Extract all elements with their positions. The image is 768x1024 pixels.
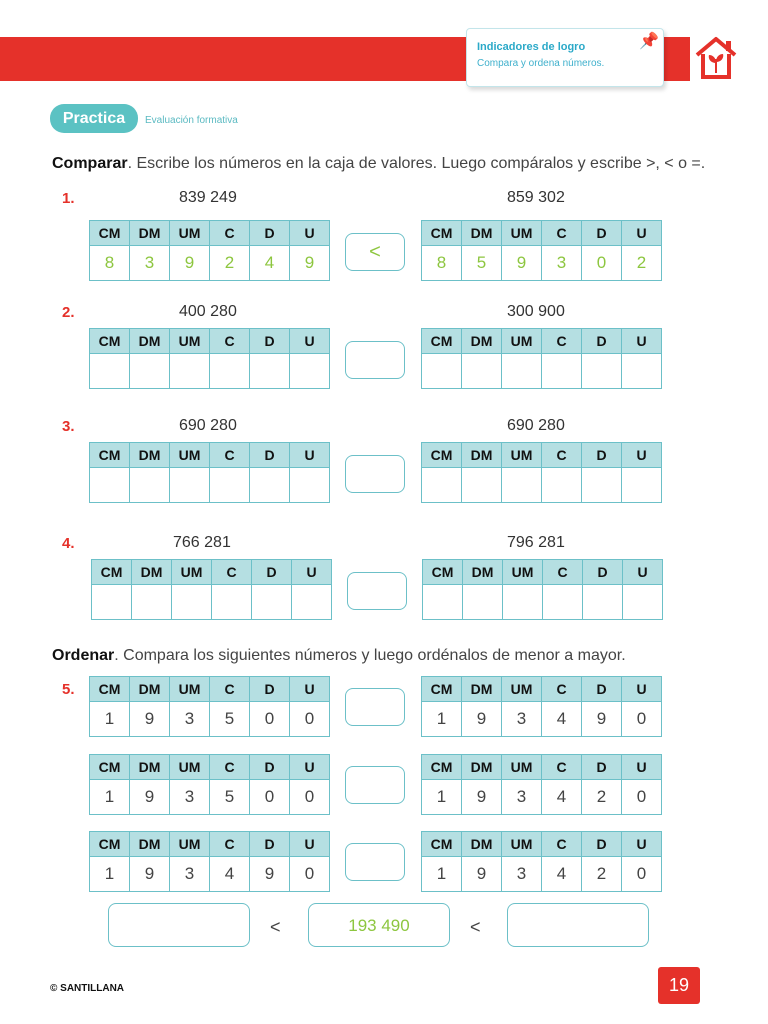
right-number: 690 280 <box>507 417 565 434</box>
place-value-header: CM <box>422 329 462 354</box>
place-value-header: DM <box>130 443 170 468</box>
place-value-header: UM <box>502 755 542 780</box>
digit-cell[interactable] <box>290 354 330 389</box>
place-value-header: UM <box>170 677 210 702</box>
digit-cell[interactable]: 5 <box>210 780 250 815</box>
place-value-header: D <box>582 677 622 702</box>
digit-cell[interactable]: 3 <box>170 780 210 815</box>
digit-cell[interactable]: 8 <box>422 246 462 281</box>
place-value-header: U <box>290 443 330 468</box>
place-value-header: DM <box>130 832 170 857</box>
comparison-answer-box[interactable] <box>345 843 405 881</box>
place-value-header: DM <box>462 755 502 780</box>
digit-cell[interactable] <box>623 585 663 620</box>
digit-cell[interactable]: 9 <box>462 702 502 737</box>
place-value-header: UM <box>502 221 542 246</box>
place-value-header: UM <box>170 329 210 354</box>
place-value-header: C <box>210 221 250 246</box>
place-value-header: CM <box>90 832 130 857</box>
place-value-header: D <box>250 443 290 468</box>
place-value-header: D <box>583 560 623 585</box>
compare-instruction <box>52 155 705 173</box>
digit-cell[interactable]: 3 <box>502 857 542 892</box>
place-value-header: CM <box>423 560 463 585</box>
place-value-header: D <box>252 560 292 585</box>
digit-cell[interactable] <box>250 354 290 389</box>
order-instruction <box>52 647 626 665</box>
achievement-title: Indicadores de logro <box>477 41 586 53</box>
order-text: . Compara los siguientes números y luego ordénalos de menor a mayor. <box>114 647 626 664</box>
digit-cell[interactable]: 9 <box>462 780 502 815</box>
digit-cell[interactable]: 0 <box>290 780 330 815</box>
place-value-header: CM <box>90 221 130 246</box>
place-value-header: DM <box>130 677 170 702</box>
place-value-header: U <box>622 832 662 857</box>
place-value-header: CM <box>422 221 462 246</box>
right-number: 859 302 <box>507 189 565 206</box>
place-value-header: U <box>622 443 662 468</box>
place-value-header: CM <box>422 443 462 468</box>
digit-cell[interactable]: 2 <box>622 246 662 281</box>
digit-cell[interactable]: 4 <box>210 857 250 892</box>
place-value-header: C <box>210 329 250 354</box>
place-value-header: D <box>250 677 290 702</box>
digit-cell[interactable]: 1 <box>90 857 130 892</box>
digit-cell[interactable]: 0 <box>290 702 330 737</box>
place-value-header: UM <box>503 560 543 585</box>
left-number: 690 280 <box>179 417 237 434</box>
digit-cell[interactable] <box>172 585 212 620</box>
right-place-value-table <box>421 754 662 815</box>
digit-cell[interactable] <box>130 354 170 389</box>
digit-cell[interactable]: 3 <box>170 857 210 892</box>
place-value-header: U <box>290 329 330 354</box>
place-value-header: CM <box>90 755 130 780</box>
place-value-header: U <box>623 560 663 585</box>
place-value-header: UM <box>170 443 210 468</box>
place-value-header: DM <box>462 221 502 246</box>
digit-cell[interactable]: 3 <box>502 780 542 815</box>
place-value-header: DM <box>462 329 502 354</box>
place-value-header: DM <box>130 755 170 780</box>
digit-cell[interactable]: 4 <box>542 857 582 892</box>
digit-cell[interactable]: 5 <box>462 246 502 281</box>
digit-cell[interactable]: 9 <box>582 702 622 737</box>
exercise-number: 4. <box>62 535 75 552</box>
comparison-answer-box[interactable]: < <box>345 233 405 271</box>
digit-cell[interactable] <box>583 585 623 620</box>
comparison-answer-box[interactable] <box>345 455 405 493</box>
place-value-header: U <box>622 677 662 702</box>
digit-cell[interactable]: 9 <box>130 702 170 737</box>
digit-cell[interactable]: 0 <box>250 702 290 737</box>
comparison-answer-box[interactable] <box>345 766 405 804</box>
place-value-header: UM <box>502 443 542 468</box>
left-number: 766 281 <box>173 534 231 551</box>
digit-cell[interactable]: 9 <box>130 857 170 892</box>
digit-cell[interactable]: 0 <box>622 857 662 892</box>
digit-cell[interactable] <box>503 585 543 620</box>
digit-cell[interactable]: 1 <box>90 780 130 815</box>
digit-cell[interactable]: 2 <box>210 246 250 281</box>
compare-title: Comparar <box>52 155 128 172</box>
place-value-header: U <box>290 677 330 702</box>
digit-cell[interactable] <box>502 354 542 389</box>
place-value-header: U <box>290 221 330 246</box>
place-value-header: DM <box>462 443 502 468</box>
practice-pill: Practica <box>50 104 138 133</box>
digit-cell[interactable]: 0 <box>582 246 622 281</box>
digit-cell[interactable] <box>543 585 583 620</box>
place-value-header: C <box>212 560 252 585</box>
digit-cell[interactable] <box>582 468 622 503</box>
less-than-sign: < <box>470 917 481 937</box>
digit-cell[interactable] <box>92 585 132 620</box>
place-value-header: D <box>250 832 290 857</box>
order-answer-3[interactable] <box>507 903 649 947</box>
exercise-number: 2. <box>62 304 75 321</box>
digit-cell[interactable] <box>462 468 502 503</box>
digit-cell[interactable]: 8 <box>90 246 130 281</box>
digit-cell[interactable] <box>170 354 210 389</box>
place-value-header: UM <box>502 677 542 702</box>
left-place-value-table <box>89 831 330 892</box>
left-place-value-table <box>91 559 332 620</box>
order-answer-2[interactable]: 193 490 <box>308 903 450 947</box>
place-value-header: UM <box>172 560 212 585</box>
digit-cell[interactable] <box>292 585 332 620</box>
place-value-header: C <box>542 221 582 246</box>
place-value-header: UM <box>502 329 542 354</box>
right-place-value-table <box>421 676 662 737</box>
digit-cell[interactable] <box>422 354 462 389</box>
digit-cell[interactable] <box>423 585 463 620</box>
copyright: © SANTILLANA <box>50 983 125 994</box>
place-value-header: CM <box>90 443 130 468</box>
place-value-header: U <box>290 832 330 857</box>
place-value-header: C <box>542 755 582 780</box>
digit-cell[interactable] <box>462 354 502 389</box>
place-value-header: CM <box>92 560 132 585</box>
place-value-header: CM <box>90 329 130 354</box>
place-value-header: C <box>210 677 250 702</box>
left-place-value-table <box>89 676 330 737</box>
left-number: 400 280 <box>179 303 237 320</box>
comparison-answer-box[interactable] <box>345 688 405 726</box>
digit-cell[interactable] <box>622 468 662 503</box>
digit-cell[interactable] <box>542 354 582 389</box>
place-value-header: UM <box>502 832 542 857</box>
digit-cell[interactable]: 3 <box>130 246 170 281</box>
place-value-header: CM <box>422 677 462 702</box>
digit-cell[interactable]: 9 <box>462 857 502 892</box>
place-value-header: C <box>210 832 250 857</box>
house-plant-icon <box>694 33 738 81</box>
digit-cell[interactable]: 2 <box>582 780 622 815</box>
right-place-value-table <box>421 220 662 281</box>
digit-cell[interactable]: 4 <box>542 702 582 737</box>
digit-cell[interactable] <box>622 354 662 389</box>
left-place-value-table <box>89 754 330 815</box>
page-number: 19 <box>658 967 700 1004</box>
right-number: 300 900 <box>507 303 565 320</box>
comparison-answer-box[interactable] <box>345 341 405 379</box>
place-value-header: D <box>250 221 290 246</box>
right-place-value-table <box>421 442 662 503</box>
digit-cell[interactable]: 5 <box>210 702 250 737</box>
place-value-header: U <box>292 560 332 585</box>
achievement-subtitle: Compara y ordena números. <box>477 58 605 69</box>
place-value-header: U <box>622 755 662 780</box>
digit-cell[interactable] <box>132 585 172 620</box>
right-place-value-table <box>422 559 663 620</box>
place-value-header: C <box>210 755 250 780</box>
place-value-header: DM <box>462 677 502 702</box>
place-value-header: CM <box>90 677 130 702</box>
left-number: 839 249 <box>179 189 237 206</box>
place-value-header: DM <box>130 329 170 354</box>
order-answer-1[interactable] <box>108 903 250 947</box>
digit-cell[interactable]: 4 <box>250 246 290 281</box>
digit-cell[interactable] <box>250 468 290 503</box>
digit-cell[interactable]: 0 <box>622 702 662 737</box>
digit-cell[interactable] <box>582 354 622 389</box>
place-value-header: D <box>582 443 622 468</box>
compare-text: . Escribe los números en la caja de valores. Luego compáralos y escribe >, < o =. <box>127 155 706 172</box>
digit-cell[interactable] <box>210 468 250 503</box>
digit-cell[interactable] <box>502 468 542 503</box>
digit-cell[interactable]: 3 <box>170 702 210 737</box>
place-value-header: UM <box>170 832 210 857</box>
digit-cell[interactable] <box>90 468 130 503</box>
digit-cell[interactable]: 1 <box>422 702 462 737</box>
digit-cell[interactable] <box>542 468 582 503</box>
digit-cell[interactable]: 3 <box>502 702 542 737</box>
digit-cell[interactable]: 4 <box>542 780 582 815</box>
comparison-answer-box[interactable] <box>347 572 407 610</box>
order-title: Ordenar <box>52 647 115 664</box>
digit-cell[interactable]: 9 <box>290 246 330 281</box>
less-than-sign: < <box>270 917 281 937</box>
digit-cell[interactable]: 9 <box>502 246 542 281</box>
digit-cell[interactable]: 2 <box>582 857 622 892</box>
place-value-header: DM <box>462 832 502 857</box>
place-value-header: DM <box>463 560 503 585</box>
place-value-header: U <box>290 755 330 780</box>
place-value-header: C <box>543 560 583 585</box>
place-value-header: C <box>542 832 582 857</box>
digit-cell[interactable]: 1 <box>422 780 462 815</box>
place-value-header: CM <box>422 832 462 857</box>
digit-cell[interactable]: 1 <box>90 702 130 737</box>
place-value-header: DM <box>132 560 172 585</box>
place-value-header: D <box>250 755 290 780</box>
digit-cell[interactable] <box>252 585 292 620</box>
place-value-header: U <box>622 221 662 246</box>
digit-cell[interactable] <box>130 468 170 503</box>
digit-cell[interactable]: 0 <box>290 857 330 892</box>
place-value-header: C <box>542 677 582 702</box>
exercise-number: 3. <box>62 418 75 435</box>
place-value-header: D <box>582 755 622 780</box>
place-value-header: D <box>582 832 622 857</box>
exercise-number: 1. <box>62 190 75 207</box>
left-place-value-table <box>89 328 330 389</box>
digit-cell[interactable]: 0 <box>250 780 290 815</box>
digit-cell[interactable] <box>290 468 330 503</box>
digit-cell[interactable] <box>90 354 130 389</box>
digit-cell[interactable]: 3 <box>542 246 582 281</box>
digit-cell[interactable] <box>463 585 503 620</box>
place-value-header: C <box>542 329 582 354</box>
place-value-header: D <box>582 329 622 354</box>
digit-cell[interactable] <box>212 585 252 620</box>
place-value-header: D <box>250 329 290 354</box>
achievement-indicator-card <box>466 28 664 87</box>
digit-cell[interactable]: 9 <box>130 780 170 815</box>
digit-cell[interactable] <box>422 468 462 503</box>
digit-cell[interactable]: 9 <box>170 246 210 281</box>
place-value-header: CM <box>422 755 462 780</box>
exercise-number: 5. <box>62 681 75 698</box>
place-value-header: C <box>210 443 250 468</box>
right-number: 796 281 <box>507 534 565 551</box>
place-value-header: UM <box>170 221 210 246</box>
digit-cell[interactable]: 1 <box>422 857 462 892</box>
pushpin-icon: 📌 <box>639 33 659 50</box>
digit-cell[interactable]: 9 <box>250 857 290 892</box>
place-value-header: U <box>622 329 662 354</box>
digit-cell[interactable]: 0 <box>622 780 662 815</box>
digit-cell[interactable] <box>170 468 210 503</box>
left-place-value-table <box>89 442 330 503</box>
place-value-header: UM <box>170 755 210 780</box>
place-value-header: D <box>582 221 622 246</box>
right-place-value-table <box>421 831 662 892</box>
place-value-header: C <box>542 443 582 468</box>
place-value-header: DM <box>130 221 170 246</box>
digit-cell[interactable] <box>210 354 250 389</box>
right-place-value-table <box>421 328 662 389</box>
left-place-value-table <box>89 220 330 281</box>
practice-subtitle: Evaluación formativa <box>145 115 238 126</box>
